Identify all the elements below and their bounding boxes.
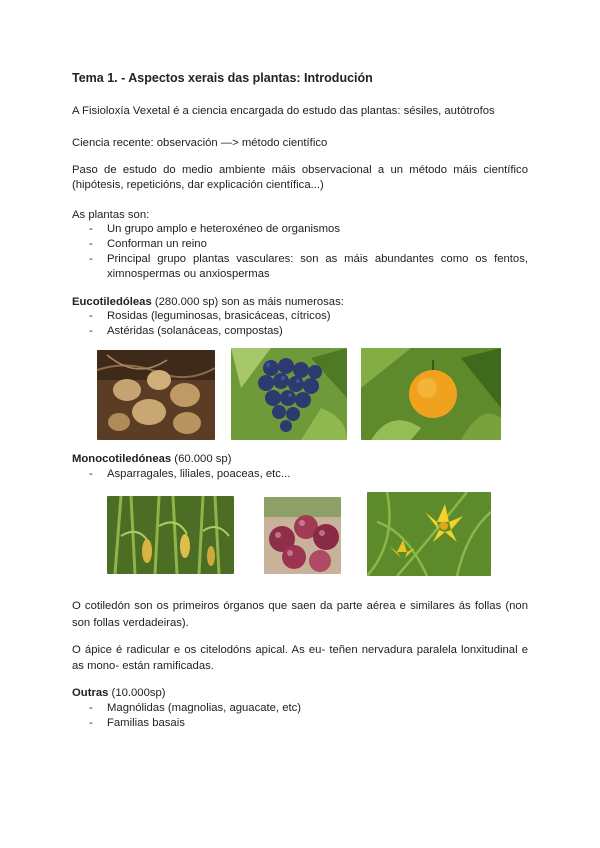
cotyledon-paragraph: O cotiledón son os primeiros órganos que saen da parte aérea e similares ás follas (non son follas verdadeiras). xyxy=(72,600,528,629)
lily-photo xyxy=(367,492,491,576)
monocots-heading-line xyxy=(72,452,528,467)
others-heading-line xyxy=(72,686,528,701)
apex-paragraph: O ápice é radicular e os citelodóns apical. As eu- teñen nervadura paralela lonxitudinal e as mono- están ramificadas. xyxy=(72,644,528,672)
list-item: - Un grupo amplo e heteroxéneo de organismos xyxy=(72,222,528,237)
orange-photo xyxy=(361,348,501,440)
plants-intro: As plantas son: xyxy=(72,209,150,221)
list-item: - Asparragales, liliales, poaceas, etc... xyxy=(72,467,528,482)
list-item: - Magnólidas (magnolias, aguacate, etc) xyxy=(72,701,528,716)
list-item: - Conforman un reino xyxy=(72,237,528,252)
eudicots-list xyxy=(72,309,528,339)
list-item: - Rosidas (leguminosas, brasicáceas, cítricos) xyxy=(72,309,528,324)
monocots-list xyxy=(72,467,528,482)
eudicots-heading-line xyxy=(72,295,528,310)
corn-photo xyxy=(107,496,234,574)
method-paragraph: Paso de estudo do medio ambiente máis observacional a un método máis científico (hipótesis, repeticións, dar explicación científica...) xyxy=(72,164,528,191)
onions-photo xyxy=(264,497,341,574)
others-heading: Outras xyxy=(72,687,109,699)
list-item: - Principal grupo plantas vasculares: son as máis abundantes como os fentos, ximnospermas ou anxiospermas xyxy=(72,252,528,282)
plants-list xyxy=(72,222,528,282)
potatoes-photo xyxy=(97,350,215,440)
others-count: (10.000sp) xyxy=(108,687,166,699)
eudicots-heading: Eucotiledóleas xyxy=(72,296,152,308)
monocots-count: (60.000 sp) xyxy=(171,453,232,465)
list-item: - Familias basais xyxy=(72,716,528,731)
grapes-photo xyxy=(231,348,347,440)
list-item: - Astéridas (solanáceas, compostas) xyxy=(72,324,528,339)
monocots-heading: Monocotiledóneas xyxy=(72,453,172,465)
eudicots-count: (280.000 sp) son as máis numerosas: xyxy=(151,296,344,308)
recent-science-paragraph: Ciencia recente: observación —> método científico xyxy=(72,137,328,149)
others-list xyxy=(72,701,528,731)
page-title: Tema 1. - Aspectos xerais das plantas: Introdución xyxy=(72,71,373,85)
intro-paragraph: A Fisioloxía Vexetal é a ciencia encargada do estudo das plantas: sésiles, autótrofos xyxy=(72,105,495,117)
